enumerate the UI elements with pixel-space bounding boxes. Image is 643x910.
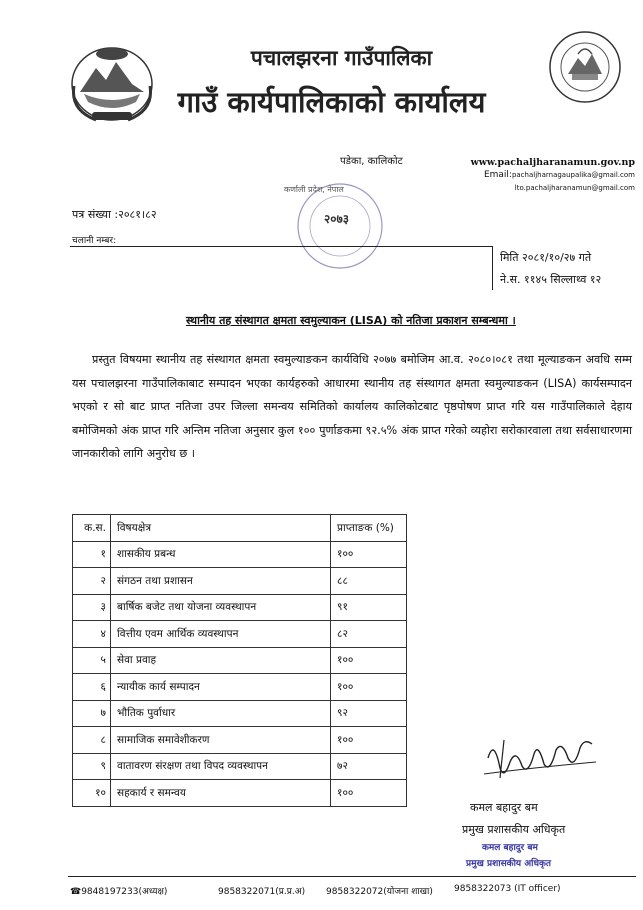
row-score: ७२ [331, 753, 407, 780]
handwritten-signature [480, 728, 600, 788]
row-serial: ७ [73, 700, 111, 727]
row-serial: ८ [73, 727, 111, 754]
header-score: प्राप्ताङक (%) [331, 515, 407, 542]
row-area: शासकीय प्रबन्ध [111, 541, 331, 568]
municipality-name: पचालझरना गाउँपालिका [250, 46, 433, 70]
footer-phone-cao: 9858322071(प्र.प्र.अ) [218, 887, 306, 897]
signatory-stamp-title: प्रमुख प्रशासकीय अधिकृत [466, 859, 552, 869]
table-row [73, 674, 407, 701]
footer-phone-chairperson: ☎9848197233(अध्यक्ष) [70, 887, 168, 897]
table-row [73, 594, 407, 621]
header-serial: क.स. [73, 515, 111, 542]
row-serial: ५ [73, 647, 111, 674]
website-link[interactable]: www.pachaljharanamun.gov.np [470, 157, 635, 168]
row-area: भौतिक पुर्वाधार [111, 700, 331, 727]
row-score: १०० [331, 647, 407, 674]
row-area: सहकार्य र समन्वय [111, 780, 331, 807]
footer-divider [68, 876, 636, 877]
table-row [73, 568, 407, 595]
row-score: १०० [331, 780, 407, 807]
stamp-year: २०७३ [324, 212, 349, 226]
table-row [73, 647, 407, 674]
table-row [73, 700, 407, 727]
table-row [73, 753, 407, 780]
row-area: बार्षिक बजेट तथा योजना व्यवस्थापन [111, 594, 331, 621]
row-score: ९२ [331, 700, 407, 727]
letter-subject: स्थानीय तह संस्थागत क्षमता स्वमुल्याकन (LISA) को नतिजा प्रकाशन सम्बन्धमा । [186, 314, 516, 327]
row-serial: ६ [73, 674, 111, 701]
row-serial: २ [73, 568, 111, 595]
header-divider [70, 246, 492, 247]
signatory-stamp-name: कमल बहादुर बम [482, 843, 538, 853]
letter-body: प्रस्तुत विषयमा स्थानीय तह संस्थागत क्षमता स्वमुल्याङकन कार्यविधि २०७७ बमोजिम आ.व. २०८०।०८१ तथा मूल्याङकन अवधि सम्म यस पचालझरना गाउँपालिकाबाट सम्पादन भएका कार्यहरुको आधारमा स्थानीय तह संस्थागत क्षमता स्वमुल्याङकन (LISA) कार्यसम्पादन भएको र सो बाट प्राप्त नतिजा उपर जिल्ला समन्वय समितिको कार्यालय कालिकोटबाट पृष्ठपोषण प्राप्त गरि यस गाउँपालिकाले देहाय बमोजिमको अंक प्राप्त गरि अन्तिम नतिजा अनुसार कुल १०० पुर्णाङकमा ९२.५% अंक प्राप्त गरेको व्यहोरा सरोकारवाला तथा सर्वसाधारणमा जानकारीको लागि अनुरोध छ । [72, 353, 632, 460]
row-score: ९१ [331, 594, 407, 621]
row-area: वित्तीय एवम आर्थिक व्यवस्थापन [111, 621, 331, 648]
header-area: विषयक्षेत्र [111, 515, 331, 542]
table-header-row [73, 515, 407, 542]
letter-number: पत्र संख्या :२०८१।८२ [72, 208, 157, 221]
row-serial: १ [73, 541, 111, 568]
row-score: ८२ [331, 621, 407, 648]
row-score: ८८ [331, 568, 407, 595]
office-address: पडेका, कालिकोट [340, 156, 403, 167]
table-row [73, 541, 407, 568]
table-row [73, 780, 407, 807]
row-area: वातावरण संरक्षण तथा विपद व्यवस्थापन [111, 753, 331, 780]
row-serial: ३ [73, 594, 111, 621]
row-serial: ९ [73, 753, 111, 780]
row-area: संगठन तथा प्रशासन [111, 568, 331, 595]
row-score: १०० [331, 727, 407, 754]
nepal-sambat-date: ने.स. ११४५ सिल्लाथ्व १२ [500, 273, 602, 286]
row-area: सामाजिक समावेशीकरण [111, 727, 331, 754]
signatory-name: कमल बहादुर बम [470, 801, 538, 814]
footer-phone-it: 9858322073 (IT officer) [454, 884, 561, 894]
signatory-title: प्रमुख प्रशासकीय अधिकृत [462, 823, 566, 836]
office-stamp [284, 178, 390, 274]
row-area: न्यायीक कार्य सम्पादन [111, 674, 331, 701]
contact-block [471, 156, 635, 195]
email-label: Email: [483, 170, 512, 180]
score-table [72, 514, 407, 807]
stamp-province: कर्णाली प्रदेश, नेपाल [284, 185, 344, 194]
email-secondary[interactable]: lto.pachaljharanamun@gmail.com [514, 184, 635, 192]
letter-date: मिति २०८१/१०/२७ गते [500, 251, 592, 264]
dispatch-number: चलानी नम्बर: [72, 236, 117, 246]
table-row [73, 727, 407, 754]
row-score: १०० [331, 541, 407, 568]
row-score: १०० [331, 674, 407, 701]
footer-phone-planning: 9858322072(योजना शाखा) [326, 887, 433, 897]
row-serial: ४ [73, 621, 111, 648]
office-name: गाउँ कार्यपालिकाको कार्यालय [177, 85, 486, 119]
row-area: सेवा प्रवाह [111, 647, 331, 674]
row-serial: १० [73, 780, 111, 807]
table-row [73, 621, 407, 648]
email-primary[interactable]: pachaljharnagaupalika@gmail.com [511, 171, 635, 179]
